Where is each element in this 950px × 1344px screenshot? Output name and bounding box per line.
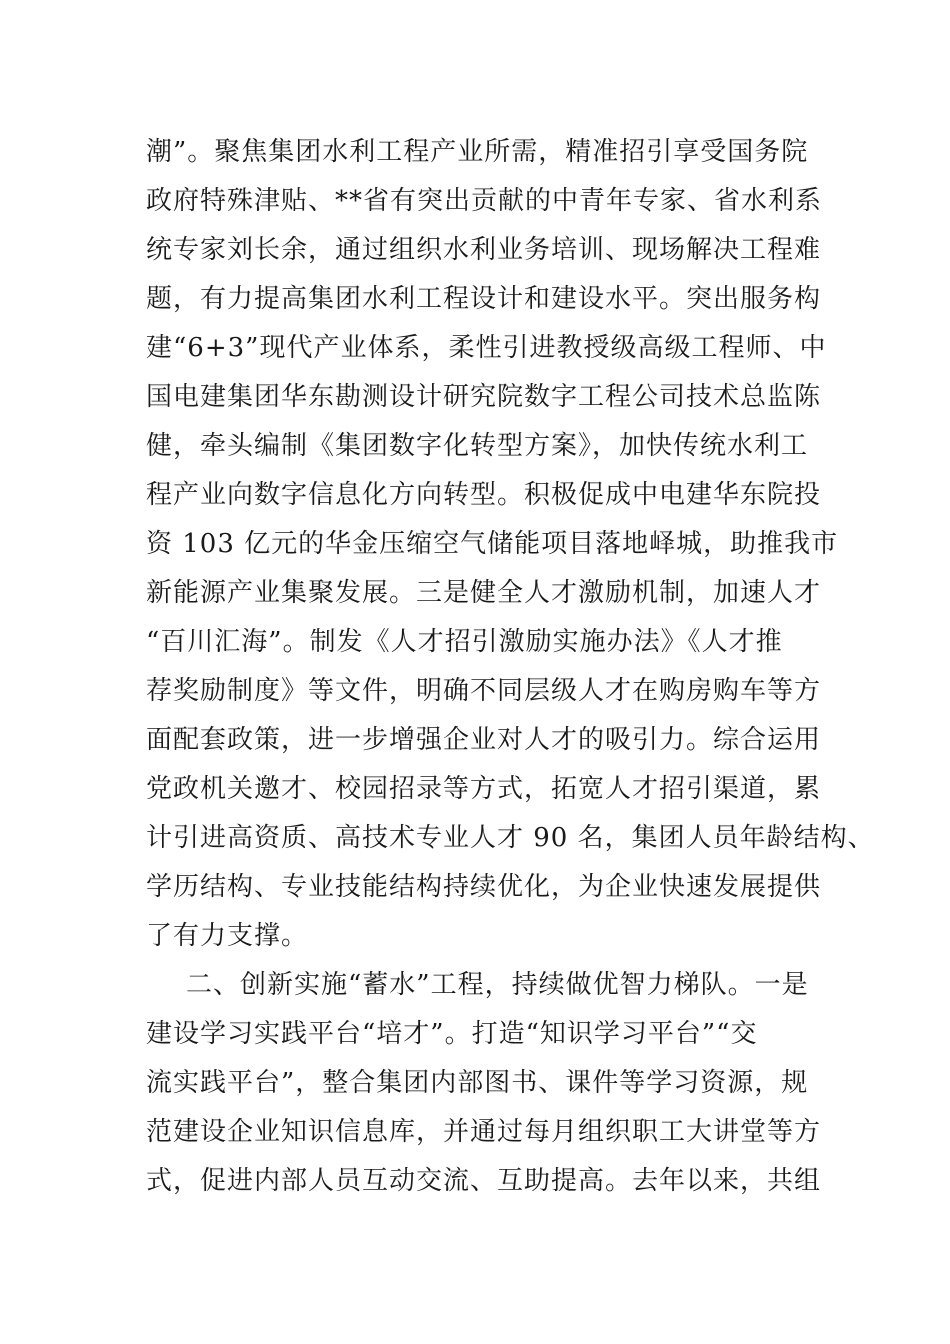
text-line: 式，促进内部人员互动交流、互助提高。去年以来，共组 <box>146 1166 822 1196</box>
text-line: 统专家刘长余，通过组织水利业务培训、现场解决工程难 <box>146 235 822 265</box>
text-line: “百川汇海”。制发《人才招引激励实施办法》《人才推 <box>146 627 783 657</box>
text-line: 建设学习实践平台“培才”。打造“知识学习平台”“交 <box>146 1019 758 1049</box>
text-line: 党政机关邀才、校园招录等方式，拓宽人才招引渠道，累 <box>146 774 822 804</box>
section-heading-line: 二、创新实施“蓄水”工程，持续做优智力梯队。一是 <box>186 970 809 1000</box>
text-line: 面配套政策，进一步增强企业对人才的吸引力。综合运用 <box>146 725 822 755</box>
text-line: 荐奖励制度》等文件，明确不同层级人才在购房购车等方 <box>146 676 822 706</box>
text-line: 题，有力提高集团水利工程设计和建设水平。突出服务构 <box>146 284 822 314</box>
text-line: 范建设企业知识信息库，并通过每月组织职工大讲堂等方 <box>146 1117 822 1147</box>
text-line: 潮”。聚焦集团水利工程产业所需，精准招引享受国务院 <box>146 137 809 167</box>
text-line: 流实践平台”，整合集团内部图书、课件等学习资源，规 <box>146 1068 809 1098</box>
text-line: 资 103 亿元的华金压缩空气储能项目落地峄城，助推我市 <box>146 529 839 559</box>
text-line: 了有力支撑。 <box>146 921 309 951</box>
text-line: 新能源产业集聚发展。三是健全人才激励机制，加速人才 <box>146 578 822 608</box>
text-line: 政府特殊津贴、**省有突出贡献的中青年专家、省水利系 <box>146 186 823 216</box>
text-line: 计引进高资质、高技术专业人才 90 名，集团人员年龄结构、 <box>146 823 875 853</box>
text-line: 国电建集团华东勘测设计研究院数字工程公司技术总监陈 <box>146 382 822 412</box>
text-line: 建“6+3”现代产业体系，柔性引进教授级高级工程师、中 <box>146 333 827 363</box>
text-line: 健，牵头编制《集团数字化转型方案》，加快传统水利工 <box>146 431 809 461</box>
text-line: 学历结构、专业技能结构持续优化，为企业快速发展提供 <box>146 872 822 902</box>
text-line: 程产业向数字信息化方向转型。积极促成中电建华东院投 <box>146 480 822 510</box>
body-text <box>146 128 875 1206</box>
